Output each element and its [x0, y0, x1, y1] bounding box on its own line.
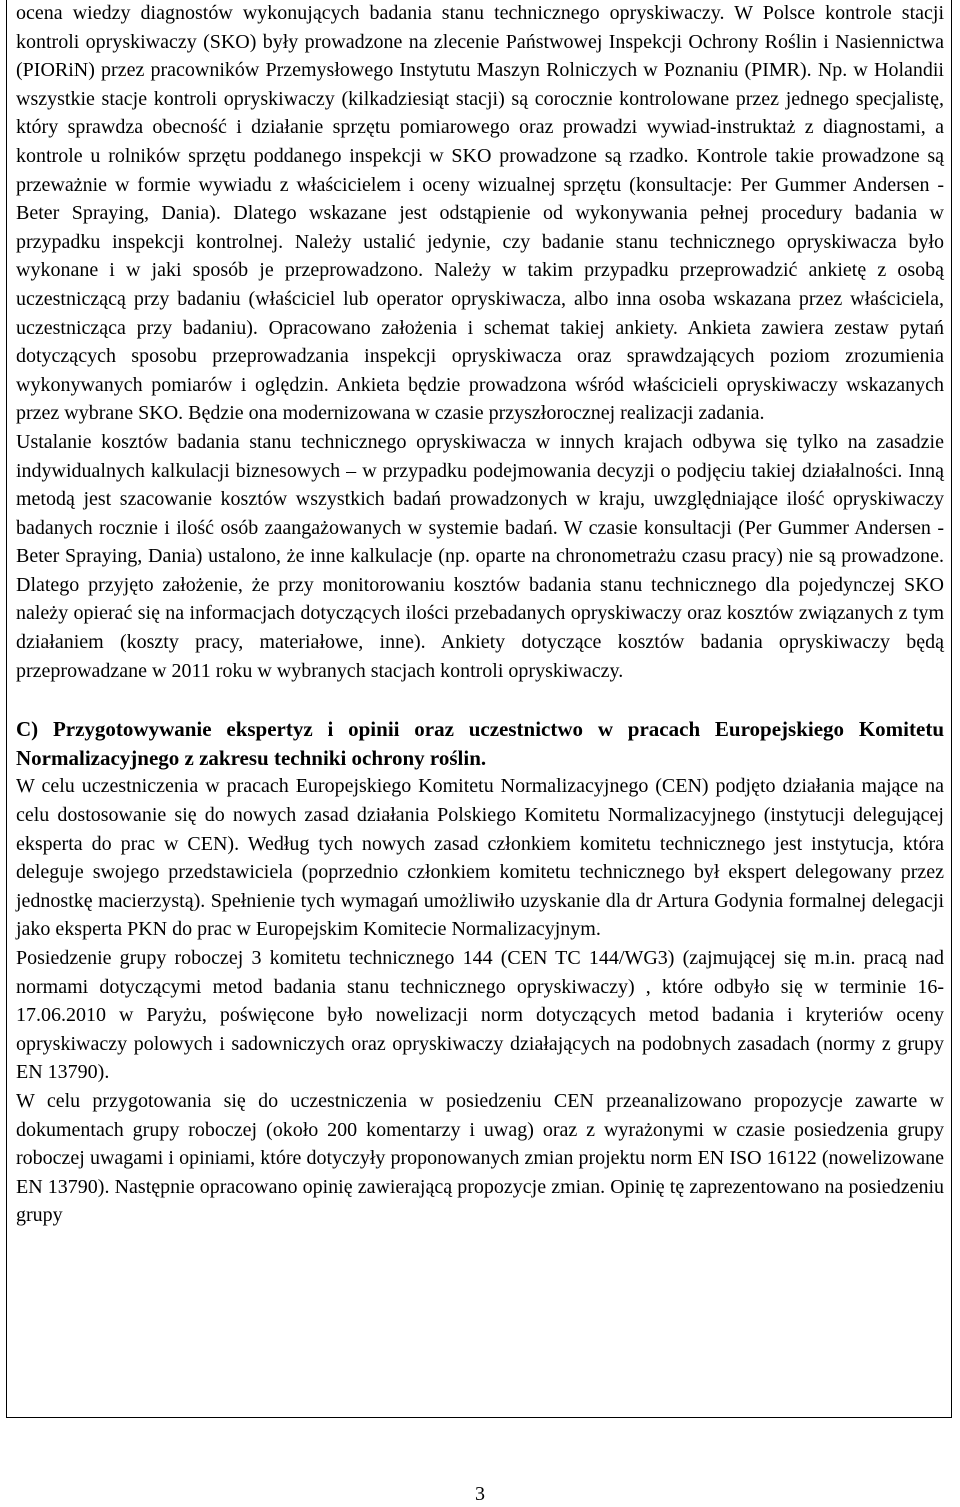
section-heading-c: C) Przygotowywanie ekspertyz i opinii oraz uczestnictwo w pracach Europejskiego Komitetu Normalizacyjnego z zakresu techniki ochrony roślin. — [16, 717, 944, 770]
paragraph-cost-estimation: Ustalanie kosztów badania stanu technicznego opryskiwacza w innych krajach odbywa się tylko na zasadzie indywidualnych kalkulacji biznesowych – w przypadku podejmowania decyzji o podjęciu takiej działalności. Inną metodą jest szacowanie kosztów wszystkich badań prowadzonych w kraju, uwzględniające ilość opryskiwaczy badanych rocznie i ilość osób zaangażowanych w systemie badań. W czasie konsultacji (Per Gummer Andersen - Beter Spraying, Dania) ustalono, że inne kalkulacje (np. oparte na chronometrażu czasu pracy) nie są prowadzone. Dlatego przyjęto założenie, że przy monitorowaniu kosztów badania stanu technicznego dla pojedynczej SKO należy opierać się na informacjach dotyczących ilości przebadanych opryskiwaczy oraz kosztów związanych z tym działaniem (koszty pracy, materiałowe, inne). Ankiety dotyczące kosztów badania opryskiwaczy będą przeprowadzane w 2011 roku w wybranych stacjach kontroli opryskiwaczy. — [16, 430, 944, 682]
page-number: 3 — [475, 1483, 485, 1505]
paragraph-wg3-meeting: Posiedzenie grupy roboczej 3 komitetu technicznego 144 (CEN TC 144/WG3) (zajmującej się m.in. pracą nad normami dotyczącymi metod badania stanu technicznego opryskiwaczy) , które odbyło się w terminie 16-17.06.2010 w Paryżu, poświęcone było nowelizacji norm dotyczących metod badania i kryteriów oceny opryskiwaczy polowych i sadowniczych oraz opryskiwaczy działających na podobnych zasadach (normy z grupy EN 13790). — [16, 947, 944, 1084]
section-spacer — [16, 685, 944, 715]
paragraph-sko-inspection: ocena wiedzy diagnostów wykonujących badania stanu technicznego opryskiwaczy. W Polsce kontrole stacji kontroli opryskiwaczy (SKO) były prowadzone na zlecenie Państwowej Inspekcji Ochrony Roślin i Nasiennictwa (PIORiN) przez pracowników Przemysłowego Instytutu Maszyn Rolniczych w Poznaniu (PIMR). Np. w Holandii wszystkie stacje kontroli opryskiwaczy (kilkadziesiąt stacji) są corocznie kontrolowane przez jednego specjalistę, który sprawdza obecność i działanie sprzętu pomiarowego oraz prowadzi wywiad-instruktaż z diagnostami, a kontrole u rolników sprzętu poddanego inspekcji w SKO prowadzone są rzadko. Kontrole takie prowadzone są przeważnie w formie wywiadu z właścicielem i oceny wizualnej sprzętu (konsultacje: Per Gummer Andersen - Beter Spraying, Dania). Dlatego wskazane jest odstąpienie od wykonywania pełnej procedury badania w przypadku inspekcji kontrolnej. Należy ustalić jedynie, czy badanie stanu technicznego opryskiwacza było wykonane i w jaki sposób je przeprowadzono. Należy w takim przypadku przeprowadzić ankietę z osobą uczestniczącą przy badaniu (właściciel lub operator opryskiwacza, albo inna osoba wskazana przez właściciela, uczestnicząca przy badaniu). Opracowano założenia i schemat takiej ankiety. Ankieta zawiera zestaw pytań dotyczących sposobu przeprowadzania inspekcji opryskiwacza oraz sprawdzających poziom zrozumienia wykonywanych pomiarów i oględzin. Ankieta będzie prowadzona wśród właścicieli opryskiwaczy wskazanych przez wybrane SKO. Będzie ona modernizowana w czasie przyszłorocznej realizacji zadania. — [16, 2, 944, 425]
paragraph-cen-participation: W celu uczestniczenia w pracach Europejskiego Komitetu Normalizacyjnego (CEN) podjęto działania mające na celu dostosowanie się do nowych zasad działania Polskiego Komitetu Normalizacyjnego (instytucji delegującej eksperta do prac w CEN). Według tych nowych zasad członkiem komitetu technicznego jest instytucja, która deleguje swojego przedstawiciela (poprzednio członkiem komitetu technicznego był ekspert delegowany przez jednostkę macierzystą). Spełnienie tych wymagań umożliwiło uzyskanie dla dr Artura Godynia formalnej delegacji jako eksperta PKN do prac w Europejskim Komitecie Normalizacyjnym. — [16, 775, 944, 941]
document-body — [16, 0, 944, 1230]
paragraph-cen-preparation: W celu przygotowania się do uczestniczenia w posiedzeniu CEN przeanalizowano propozycje zawarte w dokumentach grupy roboczej (około 200 komentarzy i uwag) oraz z wyrażonymi w czasie posiedzenia grupy roboczej uwagami i opiniami, które dotyczyły proponowanych zmian projektu norm EN ISO 16122 (nowelizowane EN 13790). Następnie opracowano opinię zawierającą propozycje zmian. Opinię tę zaprezentowano na posiedzeniu grupy — [16, 1089, 944, 1227]
